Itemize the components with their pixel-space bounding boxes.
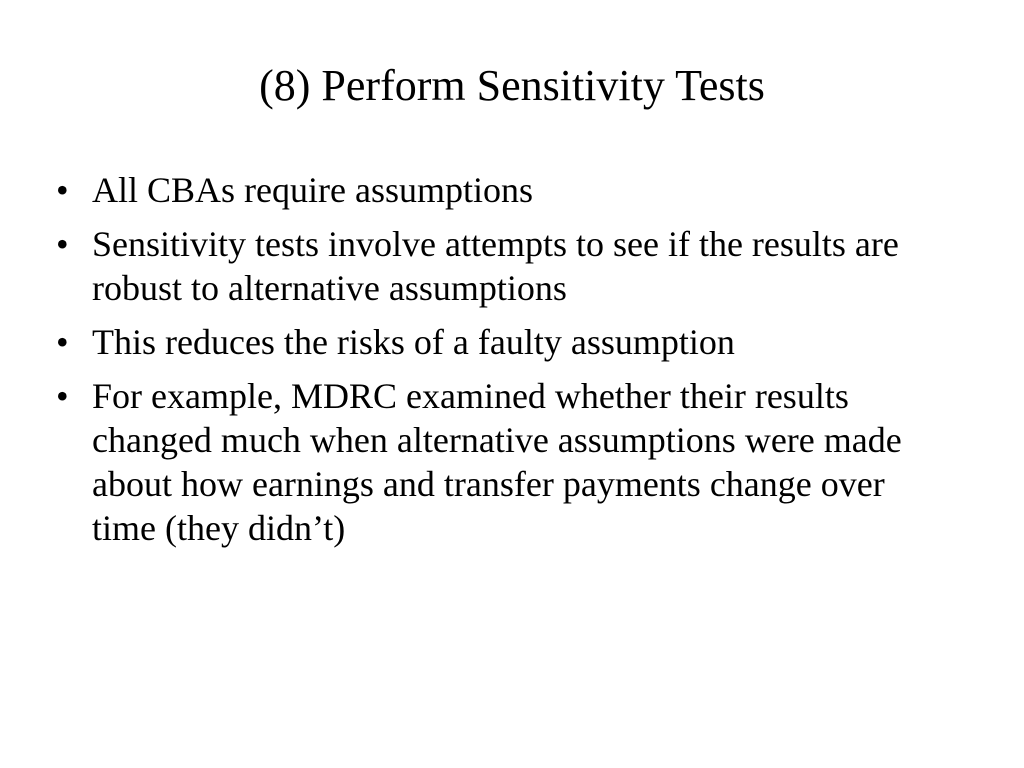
bullet-item: [56, 374, 956, 550]
bullet-item: [56, 168, 956, 212]
bullet-text: For example, MDRC examined whether their results changed much when alternative assumptions were made about how earnings and transfer payments change over time (they didn’t): [92, 376, 902, 548]
bullet-icon: •: [56, 322, 69, 362]
bullet-icon: •: [56, 170, 69, 210]
bullet-text: This reduces the risks of a faulty assumption: [92, 322, 735, 362]
slide-title: (8) Perform Sensitivity Tests: [259, 61, 765, 110]
bullet-icon: •: [56, 224, 69, 264]
bullet-icon: •: [56, 376, 69, 416]
bullet-text: All CBAs require assumptions: [92, 170, 533, 210]
bullet-list: [56, 168, 956, 560]
bullet-item: [56, 320, 956, 364]
bullet-text: Sensitivity tests involve attempts to see if the results are robust to alternative assumptions: [92, 224, 899, 308]
bullet-item: [56, 222, 956, 310]
